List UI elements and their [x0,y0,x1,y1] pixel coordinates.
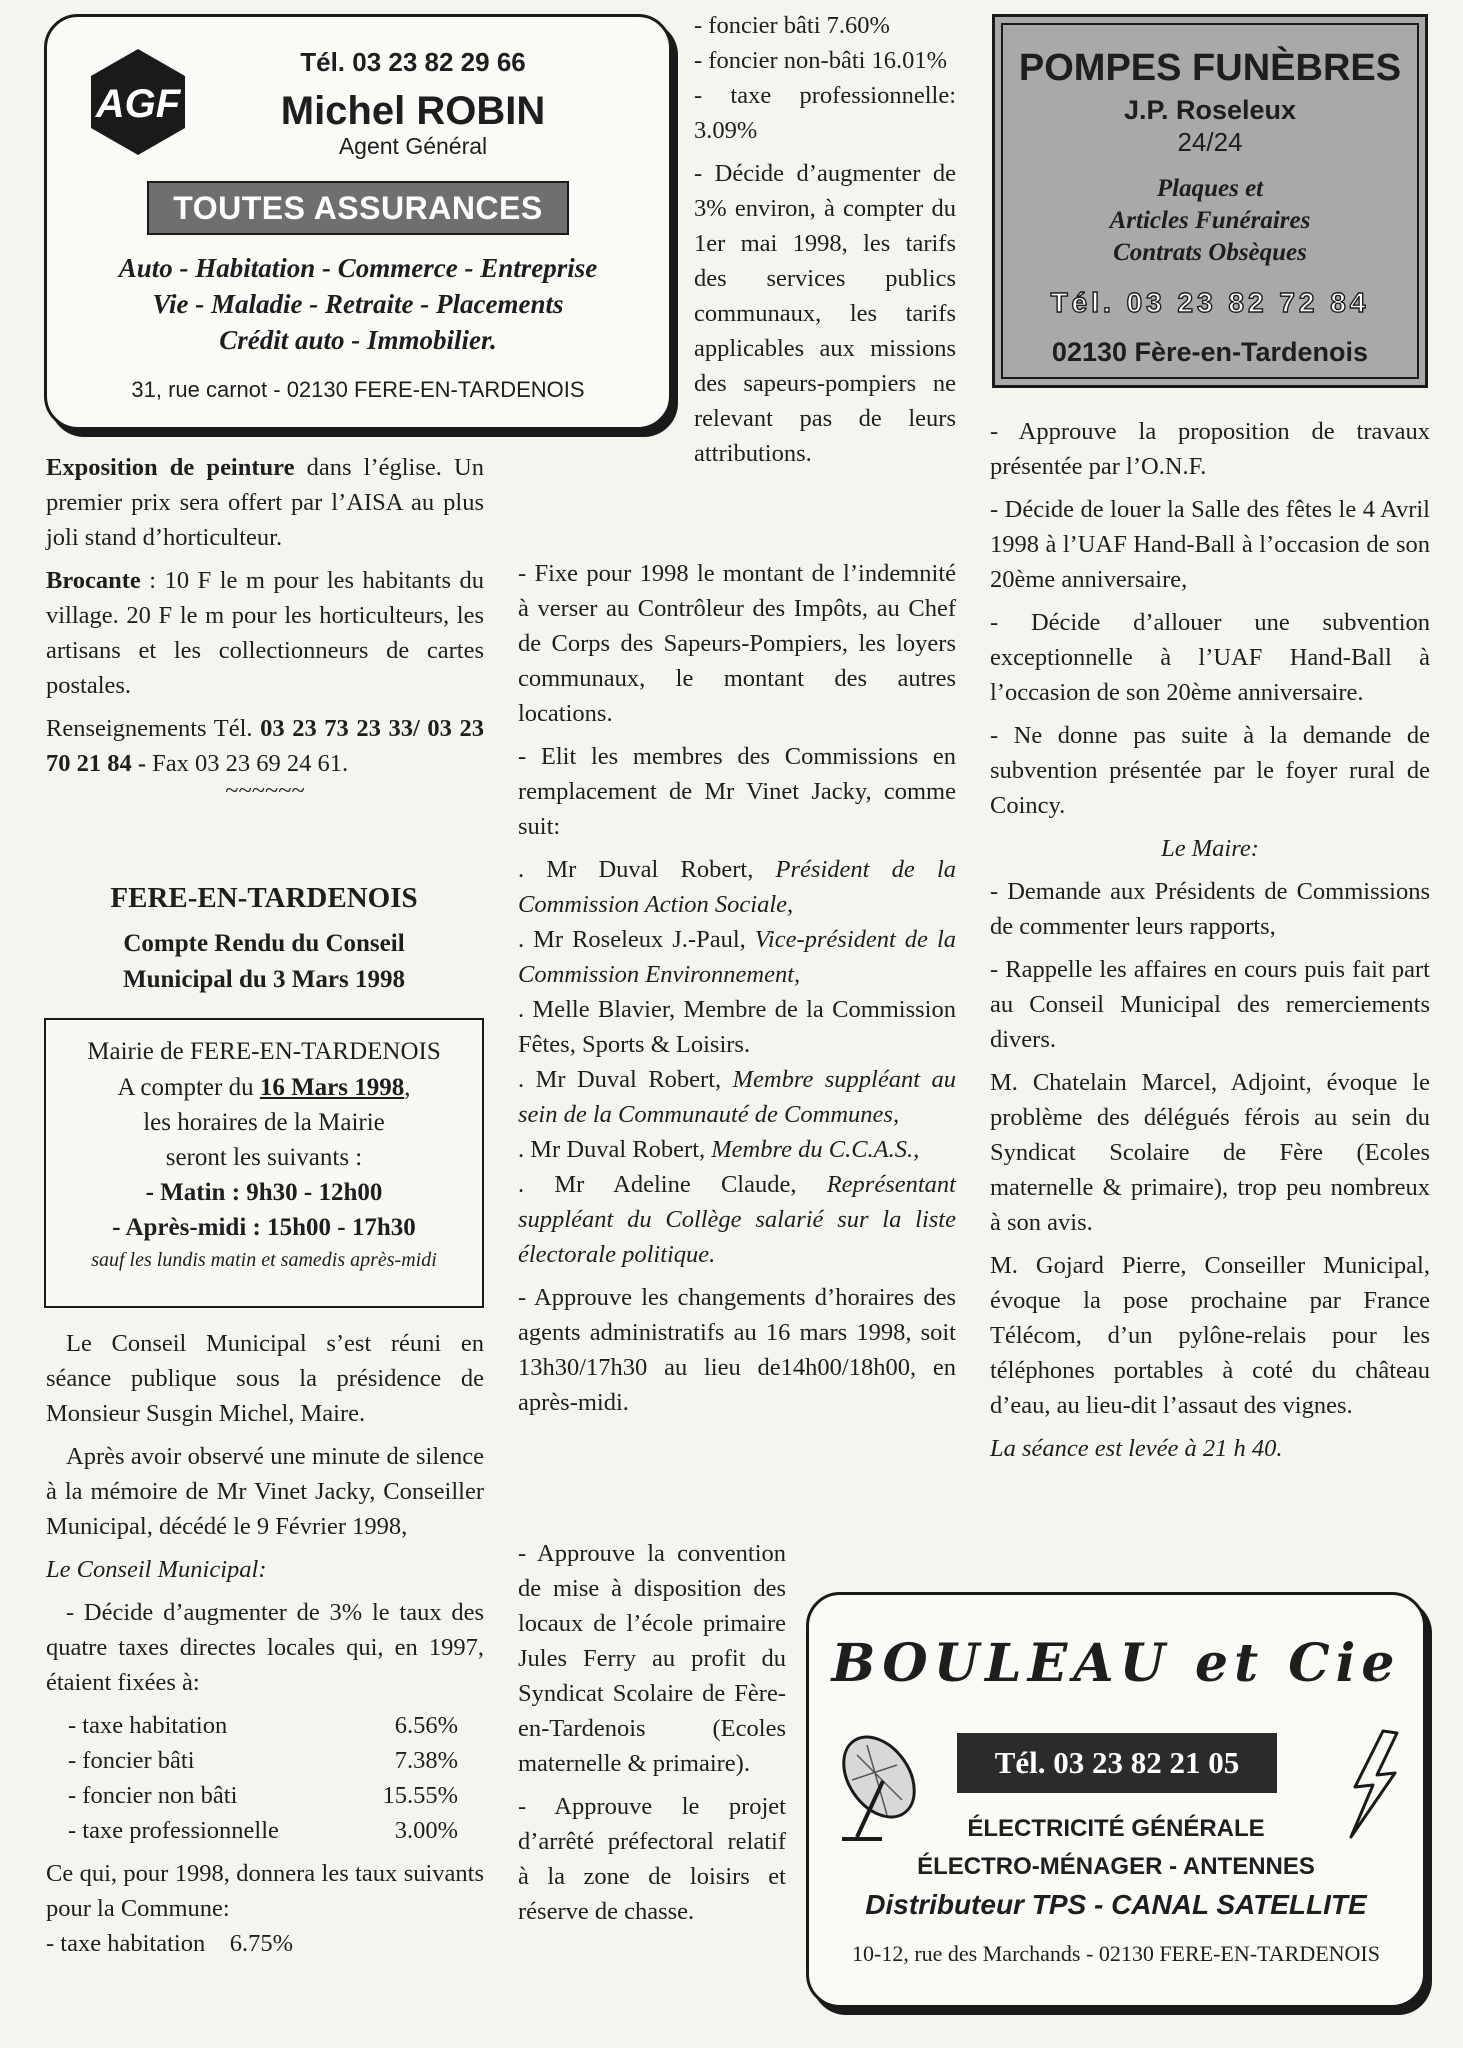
tax-label: - taxe habitation [68,1712,228,1739]
agf-services-line-1: Auto - Habitation - Commerce - Entreprise [118,253,598,283]
pf-title: POMPES FUNÈBRES [1018,47,1402,89]
right-p8: M. Gojard Pierre, Conseiller Municipal, évoque la pose prochaine par France Télécom, d’un pylône-relais pour les téléphones portables à coté du château d’eau, au lieu-dit l’assaut des vignes. [990,1252,1430,1419]
brocante-title: Brocante [46,567,141,594]
member-role: Membre suppléant au sein de la Communauté de Communes, [518,1066,957,1128]
pompes-funebres-advertisement [992,14,1428,388]
member-role: Vice-président de la Commission Environnement, [518,926,956,988]
right-column [990,414,1430,1474]
brocante-text: : 10 F le m pour les habitants du village. 20 F le m pour les horticulteurs, les artisans et les collectionneurs de cartes postales. [46,567,484,699]
member-name: . Mr Roseleux J.-Paul, [518,926,755,953]
tax-row [68,1813,458,1848]
bouleau-line-2: ÉLECTRO-MÉNAGER - ANTENNES [917,1853,1315,1880]
pf-line-2: Articles Funéraires [1109,207,1311,234]
taxes-1997-list [68,1708,484,1848]
agf-services-line-2: Vie - Maladie - Retraite - Placements [152,289,564,319]
tax-value: 7.38% [394,1747,458,1774]
mairie-start-date: 16 Mars 1998 [259,1074,405,1101]
agf-services-line-3: Crédit auto - Immobilier. [219,325,497,355]
mid-tarifs: - Décide d’augmenter de 3% environ, à compter du 1er mai 1998, les tarifs des services publics communaux, les tarifs applicables aux missions des sapeurs-pompiers ne relevant pas de leurs attributions. [694,160,956,467]
member-item [518,1132,956,1167]
mid-foncier-non-bati: - foncier non-bâti 16.01% [694,47,948,74]
mairie-box-line-3: seront les suivants : [165,1144,363,1171]
mairie-exceptions: sauf les lundis matin et samedis après-midi [91,1249,437,1271]
member-role: Membre du C.C.A.S., [711,1136,920,1163]
bouleau-address: 10-12, rue des Marchands - 02130 FERE-EN-TARDENOIS [852,1941,1380,1966]
member-item [518,922,956,992]
bouleau-line-3: Distributeur TPS - CANAL SATELLITE [865,1889,1367,1920]
tax-row [68,1708,458,1743]
pf-phone: Tél. 03 23 82 72 84 [1050,287,1370,318]
expo-text: dans l’église. Un premier prix sera offert par l’AISA au plus joli stand d’horticulteur. [46,454,484,551]
members-list [518,852,956,1272]
mairie-box-line-2: les horaires de la Mairie [143,1109,385,1136]
mid-elit: - Elit les membres des Commissions en remplacement de Mr Vinet Jacky, comme suit: [518,743,956,840]
member-name: . Mr Duval Robert, [518,1066,733,1093]
left-p6: - taxe habitation 6.75% [46,1930,293,1957]
left-p3: Le Conseil Municipal: [46,1556,267,1583]
bouleau-line-1: ÉLECTRICITÉ GÉNÉRALE [967,1815,1265,1842]
mairie-hours-box [44,1018,484,1308]
tax-label: - taxe professionnelle [68,1817,279,1844]
bouleau-title: BOULEAU et Cie [831,1633,1401,1694]
mairie-morning-hours: - Matin : 9h30 - 12h00 [145,1179,383,1206]
mid-column [518,556,956,1428]
right-p5: - Demande aux Présidents de Commissions de commenter leurs rapports, [990,878,1430,940]
left-p2: Après avoir observé une minute de silence à la mémoire de Mr Vinet Jacky, Conseiller Municipal, décédé le 9 Février 1998, [46,1443,484,1540]
mairie-box-line-1 [46,1070,482,1105]
left-column-top [46,450,484,804]
left-p4: - Décide d’augmenter de 3% le taux des quatre taxes directes locales qui, en 1997, étaient fixées à: [46,1599,484,1696]
right-p2: - Décide de louer la Salle des fêtes le 4 Avril 1998 à l’UAF Hand-Ball à l’occasion de son 20ème anniversaire, [990,496,1430,593]
mid-arrete: - Approuve le projet d’arrêté préfectoral relatif à la zone de loisirs et réserve de chasse. [518,1793,786,1925]
mairie-line-1-post: , [404,1074,411,1101]
agf-agent-name: Michel ROBIN [280,89,546,133]
member-item [518,852,956,922]
tax-value: 15.55% [382,1782,458,1809]
mairie-line-1-pre: A compter du [117,1074,260,1101]
tax-value: 3.00% [394,1817,458,1844]
right-maire-label: Le Maire: [1161,835,1259,862]
mid-horaires: - Approuve les changements d’horaires des agents administratifs au 16 mars 1998, soit 13h30/17h30 au lieu de14h00/18h00, en après-midi. [518,1284,956,1416]
expo-paragraph [46,450,484,555]
mid-foncier-bati: - foncier bâti 7.60% [694,12,890,39]
right-closing: La séance est levée à 21 h 40. [990,1435,1283,1462]
agf-agent-role: Agent Général [338,133,488,159]
left-column-bottom [46,1326,484,1969]
separator: ~~~~~~ [225,777,305,804]
section-header [44,878,484,998]
rens-phone: 03 23 73 23 33/ 03 23 70 21 84 - [46,715,484,777]
rens-fax: Fax 03 23 69 24 61. [146,750,349,777]
member-item [518,992,956,1062]
mairie-afternoon-hours: - Après-midi : 15h00 - 17h30 [112,1214,416,1241]
mid-column-top [694,8,956,479]
tax-label: - foncier non bâti [68,1782,238,1809]
right-p4: - Ne donne pas suite à la demande de subvention présentée par le foyer rural de Coincy. [990,722,1430,819]
member-name: . Mr Duval Robert, [518,856,776,883]
right-p7: M. Chatelain Marcel, Adjoint, évoque le problème des délégués férois au sein du Syndicat Scolaire de Fère (Ecoles maternelle & primaire), trop peu nombreux à son avis. [990,1069,1430,1236]
agf-address: 31, rue carnot - 02130 FERE-EN-TARDENOIS [131,377,585,402]
agf-phone: Tél. 03 23 82 29 66 [300,47,526,77]
mid-convention: - Approuve la convention de mise à disposition des locaux de l’école primaire Jules Ferry au profit du Syndicat Scolaire de Fère-en-Tardenois (Ecoles maternelle & primaire). [518,1540,786,1777]
renseignements [46,711,484,781]
agf-banner: TOUTES ASSURANCES [147,181,569,235]
member-item [518,1062,956,1132]
pf-hours: 24/24 [1177,127,1243,157]
tax-row [68,1743,458,1778]
right-p3: - Décide d’allouer une subvention exceptionnelle à l’UAF Hand-Ball à l’occasion de son 20ème anniversaire. [990,609,1430,706]
agf-logo-text: AGF [95,82,181,126]
pf-line-3: Contrats Obsèques [1113,239,1307,266]
bouleau-advertisement [806,1592,1426,2008]
brocante-paragraph [46,563,484,703]
left-p5: Ce qui, pour 1998, donnera les taux suivants pour la Commune: [46,1860,484,1922]
member-name: . Melle Blavier, Membre de la Commission Fêtes, Sports & Loisirs. [518,996,956,1058]
tax-value: 6.56% [394,1712,458,1739]
bouleau-phone: Tél. 03 23 82 21 05 [957,1733,1277,1793]
pf-line-1: Plaques et [1156,175,1264,202]
member-name: . Mr Duval Robert, [518,1136,712,1163]
pf-town: 02130 Fère-en-Tardenois [1051,337,1369,367]
mid-taxe-pro: - taxe professionnelle: 3.09% [694,82,956,144]
section-subtitle: Compte Rendu du Conseil Municipal du 3 Mars 1998 [123,930,405,993]
agf-advertisement [44,14,672,430]
member-role: Représentant suppléant du Collège salarié sur la liste électorale politique. [518,1171,956,1268]
right-p6: - Rappelle les affaires en cours puis fait part au Conseil Municipal des remerciements divers. [990,956,1430,1053]
left-p1: Le Conseil Municipal s’est réuni en séance publique sous la présidence de Monsieur Susgin Michel, Maire. [46,1330,484,1427]
member-role: Président de la Commission Action Sociale, [518,856,956,918]
mairie-box-title: Mairie de FERE-EN-TARDENOIS [87,1038,441,1065]
expo-title: Exposition de peinture [46,454,295,481]
member-item [518,1167,956,1272]
pf-name: J.P. Roseleux [1123,95,1297,125]
tax-label: - foncier bâti [68,1747,195,1774]
rens-label: Renseignements Tél. [46,715,261,742]
section-title: FERE-EN-TARDENOIS [110,882,418,914]
mid-column-bottom [518,1536,786,1937]
mid-indemnite: - Fixe pour 1998 le montant de l’indemnité à verser au Contrôleur des Impôts, au Chef de Corps des Sapeurs-Pompiers, les loyers communaux, le montant des autres locations. [518,560,956,727]
member-name: . Mr Adeline Claude, [518,1171,827,1198]
right-p1: - Approuve la proposition de travaux présentée par l’O.N.F. [990,418,1430,480]
tax-row [68,1778,458,1813]
